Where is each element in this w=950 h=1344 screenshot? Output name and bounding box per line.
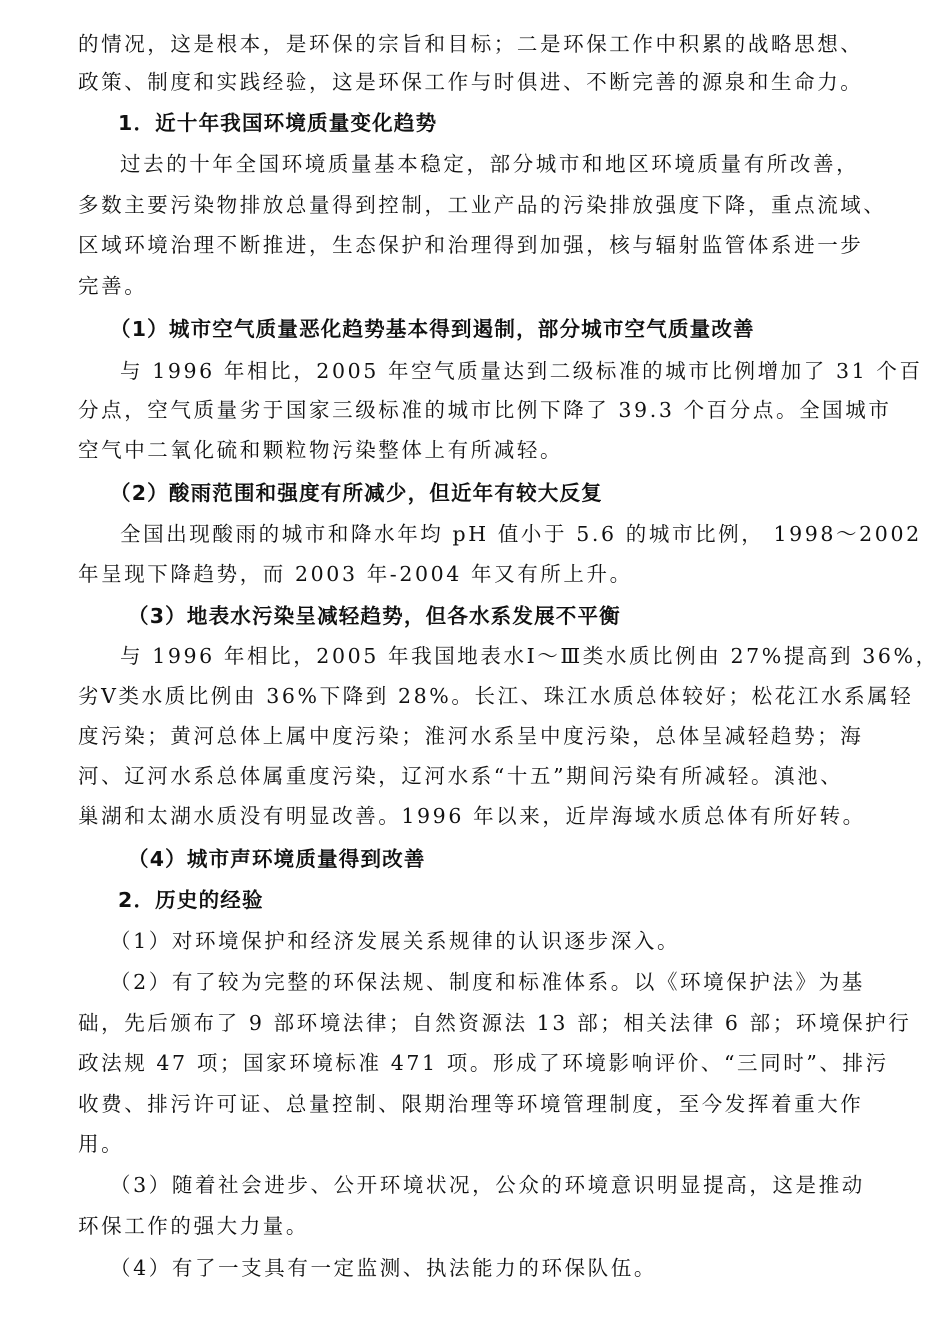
list-item: （3）随着社会进步、公开环境状况，公众的环境意识明显提高，这是推动 — [110, 1173, 865, 1197]
subsection-heading-3: （3）地表水污染呈减轻趋势，但各水系发展不平衡 — [128, 604, 621, 628]
paragraph-line: 劣Ⅴ类水质比例由 36%下降到 28%。长江、珠江水质总体较好；松花江水系属轻 — [78, 684, 914, 708]
paragraph-line: 环保工作的强大力量。 — [78, 1214, 309, 1238]
paragraph-line: 度污染；黄河总体上属中度污染；淮河水系呈中度污染，总体呈减轻趋势；海 — [78, 724, 864, 748]
paragraph-line: 河、辽河水系总体属重度污染，辽河水系“十五”期间污染有所减轻。滇池、 — [78, 764, 844, 788]
paragraph-line: 与 1996 年相比，2005 年空气质量达到二级标准的城市比例增加了 31 个百 — [120, 359, 923, 383]
paragraph-line: 分点，空气质量劣于国家三级标准的城市比例下降了 39.3 个百分点。全国城市 — [78, 398, 892, 422]
section-heading-1: 1．近十年我国环境质量变化趋势 — [118, 111, 438, 135]
subsection-heading-2: （2）酸雨范围和强度有所减少，但近年有较大反复 — [110, 481, 603, 505]
paragraph-line: 全国出现酸雨的城市和降水年均 pH 值小于 5.6 的城市比例， 1998～2002 — [120, 522, 922, 546]
paragraph-line: 收费、排污许可证、总量控制、限期治理等环境管理制度，至今发挥着重大作 — [78, 1092, 864, 1116]
paragraph-line: 多数主要污染物排放总量得到控制，工业产品的污染排放强度下降，重点流域、 — [78, 193, 887, 217]
paragraph-line: 过去的十年全国环境质量基本稳定，部分城市和地区环境质量有所改善， — [120, 152, 860, 176]
paragraph-line: 政法规 47 项；国家环境标准 471 项。形成了环境影响评价、“三同时”、排污 — [78, 1051, 889, 1075]
paragraph-line: 的情况，这是根本，是环保的宗旨和目标；二是环保工作中积累的战略思想、 — [78, 32, 864, 56]
paragraph-line: 用。 — [78, 1132, 125, 1156]
paragraph-line: 巢湖和太湖水质没有明显改善。1996 年以来，近岸海域水质总体有所好转。 — [78, 804, 866, 828]
paragraph-line: 政策、制度和实践经验，这是环保工作与时俱进、不断完善的源泉和生命力。 — [78, 70, 864, 94]
paragraph-line: 年呈现下降趋势，而 2003 年-2004 年又有所上升。 — [78, 562, 633, 586]
paragraph-line: 完善。 — [78, 274, 148, 298]
list-item: （1）对环境保护和经济发展关系规律的认识逐步深入。 — [110, 929, 681, 953]
list-item: （4）有了一支具有一定监测、执法能力的环保队伍。 — [110, 1256, 657, 1280]
paragraph-line: 区域环境治理不断推进，生态保护和治理得到加强，核与辐射监管体系进一步 — [78, 233, 864, 257]
section-heading-2: 2．历史的经验 — [118, 888, 264, 912]
subsection-heading-4: （4）城市声环境质量得到改善 — [128, 847, 426, 871]
subsection-heading-1: （1）城市空气质量恶化趋势基本得到遏制，部分城市空气质量改善 — [110, 317, 755, 341]
paragraph-line: 础，先后颁布了 9 部环境法律；自然资源法 13 部；相关法律 6 部；环境保护行 — [78, 1011, 912, 1035]
paragraph-line: 空气中二氧化硫和颗粒物污染整体上有所减轻。 — [78, 438, 564, 462]
paragraph-line: 与 1996 年相比，2005 年我国地表水Ⅰ～Ⅲ类水质比例由 27%提高到 36%， — [120, 644, 939, 668]
list-item: （2）有了较为完整的环保法规、制度和标准体系。以《环境保护法》为基 — [110, 970, 865, 994]
